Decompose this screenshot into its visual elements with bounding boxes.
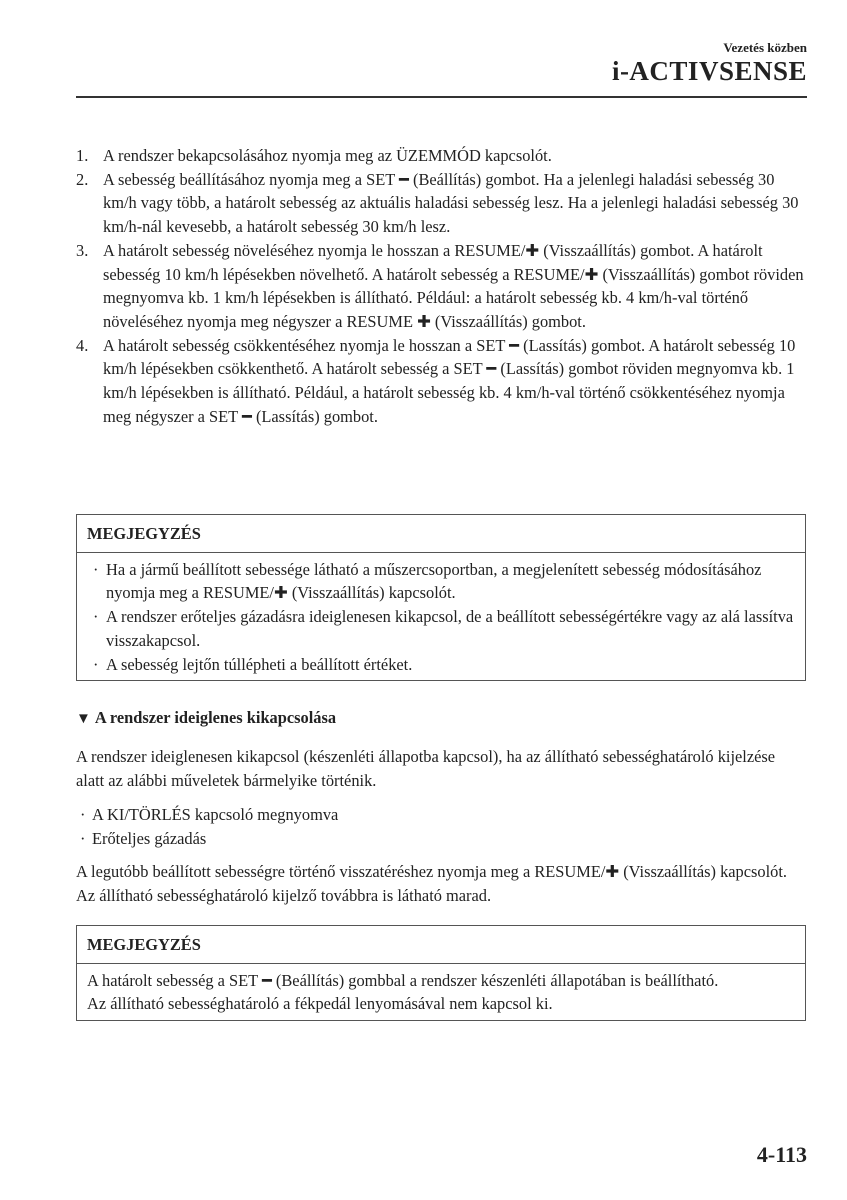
step-number: 2.: [76, 169, 89, 189]
note-bullet: [87, 558, 795, 605]
step-item: [76, 334, 806, 429]
note-heading: MEGJEGYZÉS: [77, 926, 805, 964]
list-item: [76, 827, 806, 851]
section-bullets: [76, 803, 806, 850]
bullet-mark: ·: [93, 654, 99, 674]
bullet-mark: ·: [80, 828, 86, 848]
list-item-text: Erőteljes gázadás: [92, 828, 207, 848]
note-bullet-text: A sebesség lejtőn túllépheti a beállított értéket.: [106, 654, 413, 674]
bullet-mark: ·: [93, 559, 99, 579]
note-bullet-text: Ha a jármű beállított sebessége látható a műszercsoportban, a megjelenített sebesség módosításához nyomja meg a RESUME/✚ (Visszaállítás) kapcsolót.: [106, 559, 762, 603]
section-resume: A legutóbb beállított sebességre történő visszatéréshez nyomja meg a RESUME/✚ (Visszaállítás) kapcsolót. Az állítható sebességhatároló kijelző továbbra is látható marad.: [76, 862, 787, 905]
note-box-1: [76, 514, 806, 681]
note-body: [77, 553, 805, 681]
header-section: Vezetés közben: [723, 40, 807, 55]
list-item-text: A KI/TÖRLÉS kapcsoló megnyomva: [92, 805, 339, 824]
note-box-2: [76, 925, 806, 1021]
page-number: 4-113: [756, 1142, 807, 1167]
section-heading-text: A rendszer ideiglenes kikapcsolása: [94, 708, 337, 727]
header-rule: [76, 96, 807, 98]
steps-list: [76, 144, 806, 428]
note-bullet: [87, 605, 795, 652]
step-number: 3.: [76, 240, 89, 260]
step-item: [76, 239, 806, 334]
note-line: Az állítható sebességhatároló a fékpedál lenyomásával nem kapcsol ki.: [87, 994, 553, 1014]
step-text: A rendszer bekapcsolásához nyomja meg az ÜZEMMÓD kapcsolót.: [103, 146, 552, 165]
note-heading: MEGJEGYZÉS: [77, 515, 805, 553]
step-text: A határolt sebesség csökkentéséhez nyomja le hosszan a SET ━ (Lassítás) gombot. A határolt sebesség 10 km/h lépésekben csökkenthető. A határolt sebesség a SET ━ (Lassítás) gombot röviden megnyomva kb. 1 km/h lépésekben is állítható. Például, a határolt sebesség kb. 4 km/h-val történő csökkentéséhez nyomja meg négyszer a SET ━ (Lassítás) gombot.: [103, 335, 796, 426]
step-text: A sebesség beállításához nyomja meg a SET ━ (Beállítás) gombot. Ha a jelenlegi haladási sebesség 30 km/h vagy több, a határolt sebesség az aktuális haladási sebesség lesz. Ha a jelenlegi haladási sebesség 30 km/h-nál kevesebb, a határolt sebesség 30 km/h lesz.: [103, 169, 799, 237]
note-bullet: [87, 653, 795, 677]
section-intro: A rendszer ideiglenesen kikapcsol (készenléti állapotba kapcsol), ha az állítható sebességhatároló kijelzése alatt az alábbi műveletek bármelyike történik.: [76, 747, 776, 790]
page-title: i-ACTIVSENSE: [611, 56, 807, 86]
step-number: 1.: [76, 146, 89, 165]
bullet-mark: ·: [80, 805, 86, 824]
step-item: [76, 144, 806, 168]
step-text: A határolt sebesség növeléséhez nyomja le hosszan a RESUME/✚ (Visszaállítás) gombot. A határolt sebesség 10 km/h lépésekben növelhető. A határolt sebesség a RESUME/✚ (Visszaállítás) gombot röviden megnyomva kb. 1 km/h lépésekben is állítható. Például: a határolt sebesség kb. 4 km/h-val történő növeléséhez nyomja meg négyszer a RESUME ✚ (Visszaállítás) gombot.: [103, 240, 804, 331]
step-item: [76, 168, 806, 239]
triangle-down-icon: ▼: [76, 711, 91, 727]
list-item: [76, 803, 806, 827]
step-number: 4.: [76, 335, 89, 355]
bullet-mark: ·: [93, 607, 99, 627]
section-heading: [76, 708, 336, 728]
note-line: A határolt sebesség a SET ━ (Beállítás) gombbal a rendszer készenléti állapotában is beállítható.: [87, 970, 719, 990]
note-bullet-text: A rendszer erőteljes gázadásra ideiglenesen kikapcsol, de a beállított sebességértékre vagy az alá lassítva visszakapcsol.: [106, 607, 794, 650]
note-body: [77, 964, 805, 1020]
